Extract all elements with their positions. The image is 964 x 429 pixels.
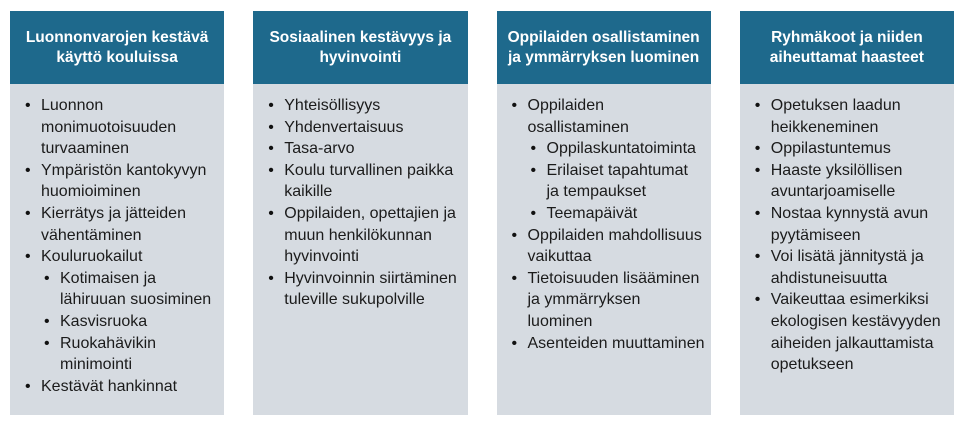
list-item-text: Ympäristön kantokyvyn huomioiminen [41,161,207,201]
column-title: Oppilaiden osallistaminen ja ymmärryksen luominen [507,29,700,66]
list-item [530,160,705,203]
column-title: Ryhmäkoot ja niiden aiheuttamat haasteet [769,29,924,66]
list-item [754,160,948,203]
column-card [10,11,224,415]
bullet-icon: • [25,97,31,114]
bullet-icon: • [530,204,537,222]
column-card [740,11,954,415]
list-item [267,160,461,203]
list-item [754,246,948,289]
list-item-text: Kouluruokailut [41,248,143,266]
list-item-text: Oppilaiden mahdollisuus vaikuttaa [527,226,702,266]
list-item [754,95,948,138]
bullet-icon: • [511,97,518,114]
list-item [511,225,705,268]
bullet-icon: • [44,312,50,330]
column-card [497,11,711,415]
bullet-list [24,95,218,397]
list-item-text: Oppilaiden osallistaminen [527,97,629,136]
bullet-list [511,95,705,354]
column-header [740,11,954,84]
bullet-list [267,95,461,311]
bullet-icon: • [268,204,274,222]
bullet-icon: • [754,204,761,222]
column-body [10,84,224,415]
list-item [754,203,948,246]
list-item [267,268,461,311]
bullet-icon: • [511,334,518,352]
list-item-text: Opetuksen laadun heikkeneminen [770,97,901,136]
list-item [24,203,218,246]
list-item [267,138,461,160]
list-item [43,333,218,376]
bullet-icon: • [268,269,274,287]
list-item [267,117,461,139]
column-body [497,84,711,415]
column-body [740,84,954,415]
list-item [511,95,705,138]
list-item-text: Luonnon monimuotoisuuden turvaaminen [41,97,177,158]
list-item-text: Kotimaisen ja lähiruuan suosiminen [60,269,212,309]
bullet-icon: • [268,118,274,136]
bullet-icon: • [44,269,50,287]
bullet-icon: • [268,140,274,158]
bullet-icon: • [511,269,518,287]
list-item-text: Haaste yksilöllisen avuntarjoamiselle [770,161,903,201]
list-item [754,138,948,160]
list-item-text: Oppilastuntemus [770,140,891,158]
list-item [24,246,218,268]
bullet-icon: • [754,140,761,158]
list-item [267,203,461,268]
list-item [267,95,461,117]
bullet-icon: • [44,334,50,352]
list-item-text: Kasvisruoka [60,312,148,330]
bullet-icon: • [25,248,31,266]
bullet-icon: • [530,140,537,158]
list-item [24,376,218,398]
bullet-icon: • [754,248,761,266]
list-item [43,311,218,333]
list-item-text: Hyvinvoinnin siirtäminen tuleville sukupolville [284,269,457,309]
list-item-text: Ruokahävikin minimointi [60,334,157,374]
list-item-text: Oppilaiden, opettajien ja muun henkilökunnan hyvinvointi [284,204,456,266]
bullet-icon: • [754,291,761,309]
list-item [530,203,705,225]
list-item-text: Kestävät hankinnat [41,377,178,395]
column-header [253,11,467,84]
bullet-icon: • [268,161,274,179]
list-item-text: Vaikeuttaa esimerkiksi ekologisen kestävyyden aiheiden jalkauttamista opetukseen [770,291,941,374]
bullet-list [754,95,948,376]
bullet-icon: • [754,97,761,114]
list-item-text: Kierrätys ja jätteiden vähentäminen [41,204,186,244]
list-item-text: Tietoisuuden lisääminen ja ymmärryksen luominen [527,269,700,330]
list-item [43,268,218,311]
bullet-icon: • [754,161,761,179]
list-item-text: Oppilaskuntatoiminta [546,140,696,158]
list-item [530,138,705,160]
bullet-icon: • [25,161,31,179]
list-item-text: Erilaiset tapahtumat ja tempaukset [546,161,688,201]
list-item-text: Yhdenvertaisuus [284,118,404,136]
list-item-text: Yhteisöllisyys [284,97,381,114]
list-item-text: Nostaa kynnystä avun pyytämiseen [770,204,929,244]
list-item-text: Voi lisätä jännitystä ja ahdistuneisuutta [770,248,924,287]
list-item-text: Koulu turvallinen paikka kaikille [284,161,454,201]
bullet-icon: • [268,97,274,114]
list-item-text: Tasa-arvo [284,140,355,158]
column-title: Sosiaalinen kestävyys ja hyvinvointi [269,29,452,66]
bullet-icon: • [25,377,31,395]
list-item [511,333,705,355]
list-item [511,268,705,333]
column-card [253,11,467,415]
list-item-text: Asenteiden muuttaminen [527,334,705,352]
column-header [10,11,224,84]
column-header [497,11,711,84]
list-item-text: Teemapäivät [546,204,638,222]
bullet-icon: • [530,161,537,179]
bullet-icon: • [511,226,518,244]
column-title: Luonnonvarojen kestävä käyttö kouluissa [25,29,209,66]
list-item [24,95,218,160]
list-item [24,160,218,203]
list-item [754,289,948,375]
bullet-icon: • [25,204,31,222]
column-body [253,84,467,415]
